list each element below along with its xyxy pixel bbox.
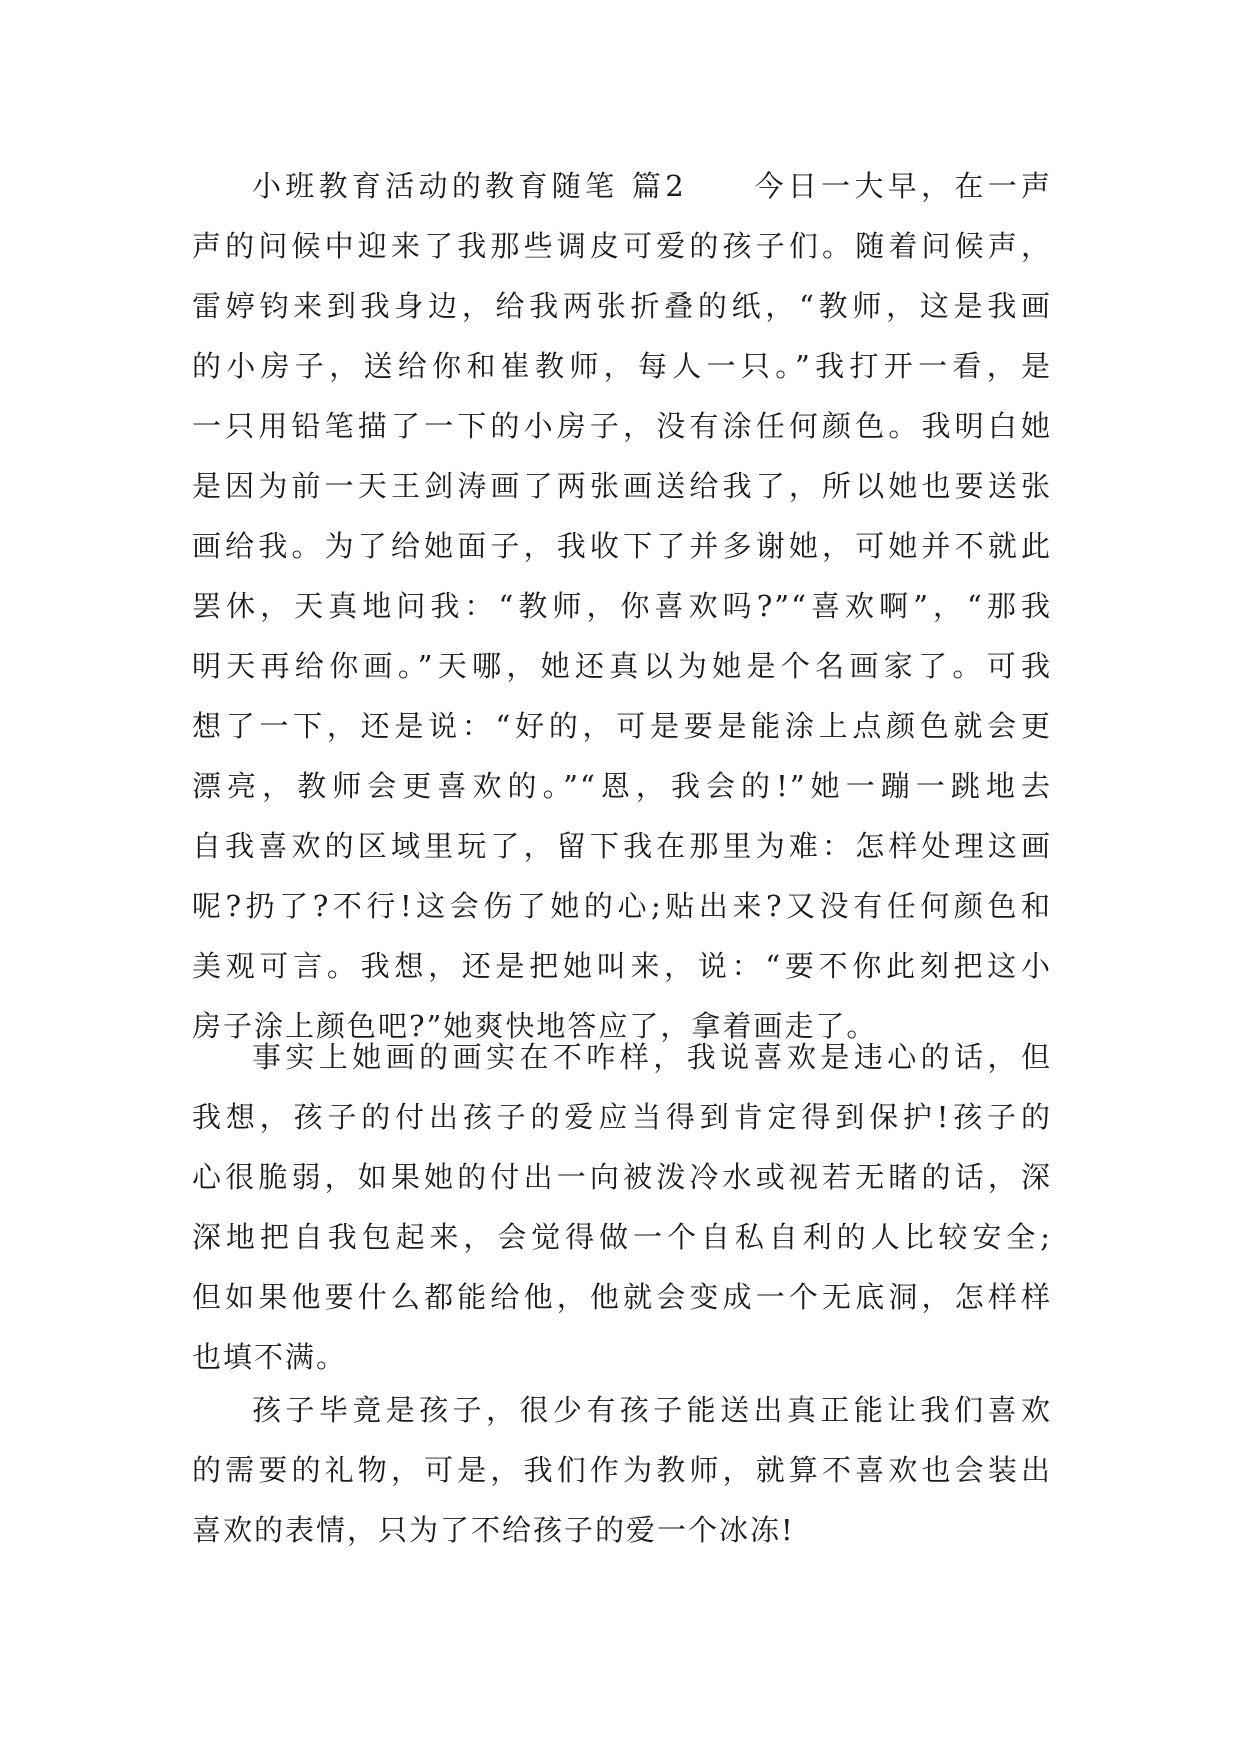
text-line: 深地把自我包起来，会觉得做一个自私自利的人比较安全;: [192, 1220, 1052, 1254]
text-line: 明天再给你画。”天哪，她还真以为她是个名画家了。可我: [192, 649, 1052, 683]
text-line: 画给我。为了给她面子，我收下了并多谢她，可她并不就此: [192, 529, 1052, 563]
text-line: 想了一下，还是说：“好的，可是要是能涂上点颜色就会更: [192, 709, 1052, 743]
text-line: 美观可言。我想，还是把她叫来，说：“要不你此刻把这小: [192, 949, 1052, 983]
text-line: 的小房子，送给你和崔教师，每人一只。”我打开一看，是: [192, 349, 1052, 383]
text-line: 也填不满。: [192, 1340, 348, 1374]
text-line: 自我喜欢的区域里玩了，留下我在那里为难：怎样处理这画: [192, 829, 1052, 863]
text-line: 的需要的礼物，可是，我们作为教师，就算不喜欢也会装出: [192, 1453, 1052, 1487]
text-line: 漂亮，教师会更喜欢的。”“恩，我会的!”她一蹦一跳地去: [192, 769, 1052, 803]
text-line: 声的问候中迎来了我那些调皮可爱的孩子们。随着问候声，: [192, 229, 1052, 263]
text-line: 罢休，天真地问我：“教师，你喜欢吗?”“喜欢啊”，“那我: [192, 589, 1052, 623]
text-line: 我想，孩子的付出孩子的爱应当得到肯定得到保护!孩子的: [192, 1100, 1052, 1134]
text-line: 心很脆弱，如果她的付出一向被泼冷水或视若无睹的话，深: [192, 1160, 1052, 1194]
text-line: 喜欢的表情，只为了不给孩子的爱一个冰冻!: [192, 1513, 795, 1547]
paragraph-2: [192, 1027, 1052, 1387]
text-line: 呢?扔了?不行!这会伤了她的心;贴出来?又没有任何颜色和: [192, 889, 1052, 923]
text-line: 孩子毕竟是孩子，很少有孩子能送出真正能让我们喜欢: [252, 1393, 1052, 1427]
text-line: 但如果他要什么都能给他，他就会变成一个无底洞，怎样样: [192, 1280, 1052, 1314]
text-line: 事实上她画的画实在不咋样，我说喜欢是违心的话，但: [252, 1040, 1052, 1074]
text-line: 雷婷钧来到我身边，给我两张折叠的纸，“教师，这是我画: [192, 289, 1052, 323]
text-line: 一只用铅笔描了一下的小房子，没有涂任何颜色。我明白她: [192, 409, 1052, 443]
text-line: 小班教育活动的教育随笔 篇2 今日一大早，在一声: [252, 169, 1052, 203]
paragraph-3: [192, 1380, 1052, 1560]
text-line: 房子涂上颜色吧?”她爽快地答应了，拿着画走了。: [192, 1009, 878, 1043]
text-line: 是因为前一天王剑涛画了两张画送给我了，所以她也要送张: [192, 469, 1052, 503]
paragraph-1: [192, 156, 1052, 1056]
